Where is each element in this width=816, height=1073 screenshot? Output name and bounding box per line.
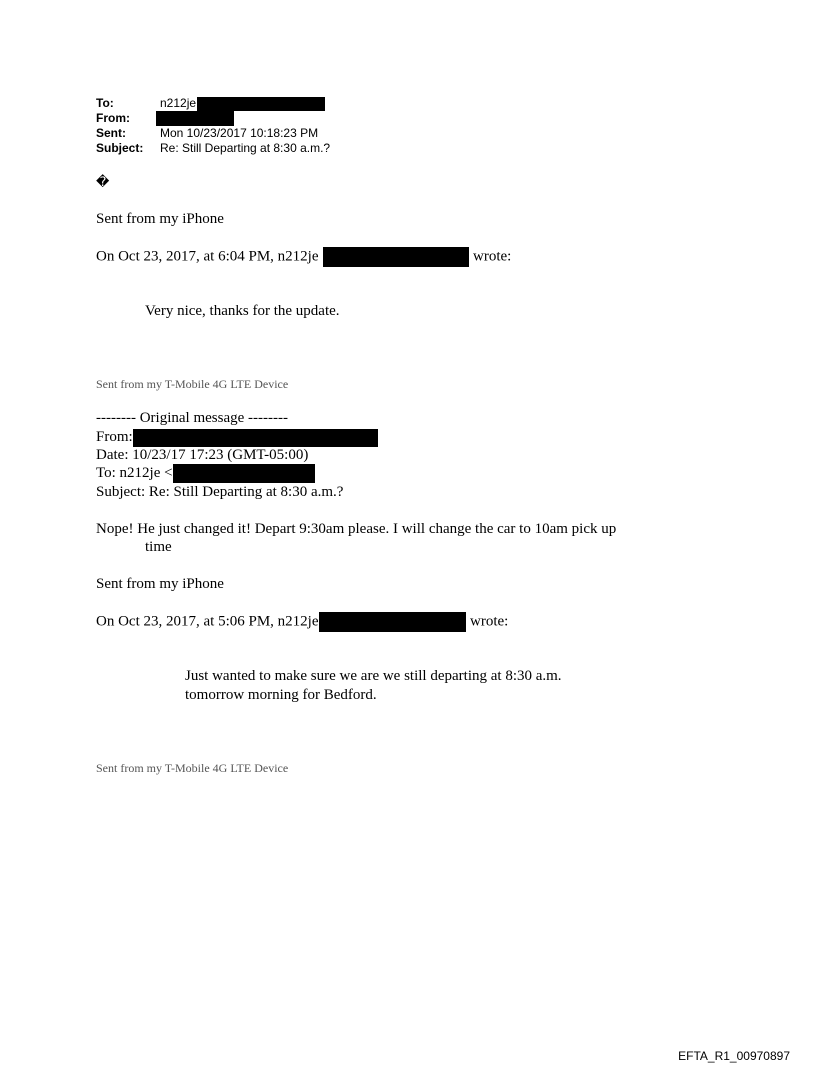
reply-line-2: time — [145, 539, 172, 555]
original-subject-line: Subject: Re: Still Departing at 8:30 a.m.? — [96, 484, 344, 500]
original-date-line: Date: 10/23/17 17:23 (GMT-05:00) — [96, 447, 309, 463]
to-address-text: n212je — [160, 96, 197, 110]
wrote-line-2 — [96, 612, 508, 632]
email-header-block — [96, 96, 330, 156]
to-value — [160, 96, 325, 111]
sent-value: Mon 10/23/2017 10:18:23 PM — [160, 126, 319, 140]
tmobile-signature-2: Sent from my T-Mobile 4G LTE Device — [96, 761, 289, 775]
original-to-text: To: n212je < — [96, 465, 173, 481]
reply-line-1: Nope! He just changed it! Depart 9:30am please. I will change the car to 10am pick up — [96, 521, 617, 537]
sent-from-iphone-1: Sent from my iPhone — [96, 211, 224, 227]
redaction-box — [156, 111, 234, 126]
subject-label: Subject: — [96, 141, 144, 155]
tmobile-signature-1: Sent from my T-Mobile 4G LTE Device — [96, 377, 289, 391]
redaction-box — [173, 464, 315, 483]
from-value — [160, 111, 234, 126]
wrote-line-2-suffix: wrote: — [470, 613, 509, 630]
original-from-line — [96, 428, 378, 447]
document-id-stamp: EFTA_R1_00970897 — [678, 1049, 790, 1063]
replacement-character-glyph: � — [96, 175, 110, 190]
quoted-text-1: Very nice, thanks for the update. — [145, 303, 340, 319]
original-message-heading: -------- Original message -------- — [96, 410, 288, 426]
redaction-box — [133, 429, 378, 447]
wrote-line-2-prefix: On Oct 23, 2017, at 5:06 PM, n212je — [96, 613, 319, 630]
redaction-box — [197, 97, 325, 111]
subject-value: Re: Still Departing at 8:30 a.m.? — [160, 141, 331, 155]
header-sent-row — [96, 126, 330, 141]
from-label: From: — [96, 111, 130, 125]
wrote-line-1-suffix: wrote: — [473, 248, 512, 265]
to-label: To: — [96, 96, 114, 110]
original-to-line — [96, 464, 315, 483]
header-to-row — [96, 96, 330, 111]
wrote-line-1 — [96, 247, 511, 267]
sent-label: Sent: — [96, 126, 126, 140]
sent-from-iphone-2: Sent from my iPhone — [96, 576, 224, 592]
header-from-row — [96, 111, 330, 126]
quoted-text-2-line-1: Just wanted to make sure we are we still departing at 8:30 a.m. — [185, 668, 562, 684]
header-subject-row — [96, 141, 330, 156]
redaction-box — [319, 612, 466, 632]
original-from-label: From: — [96, 429, 133, 445]
redaction-box — [323, 247, 469, 267]
wrote-line-1-prefix: On Oct 23, 2017, at 6:04 PM, n212je — [96, 248, 319, 265]
quoted-text-2-line-2: tomorrow morning for Bedford. — [185, 687, 377, 703]
